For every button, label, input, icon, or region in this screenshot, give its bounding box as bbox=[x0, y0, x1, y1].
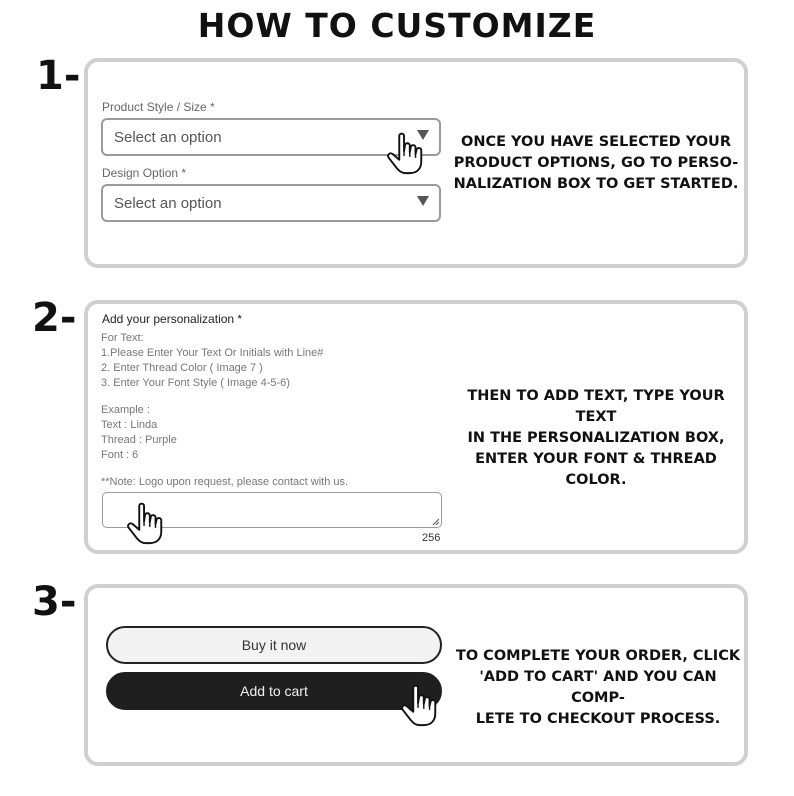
character-counter: 256 bbox=[422, 532, 441, 544]
step-1-panel bbox=[84, 58, 748, 268]
buy-it-now-button[interactable]: Buy it now bbox=[106, 626, 442, 664]
personalization-instruction: 1.Please Enter Your Text Or Initials with Line# bbox=[101, 347, 324, 359]
personalization-instruction: 2. Enter Thread Color ( Image 7 ) bbox=[101, 362, 263, 374]
step-3-panel bbox=[84, 584, 748, 766]
step-1-instruction bbox=[448, 132, 744, 195]
step-2-panel bbox=[84, 300, 748, 554]
personalization-heading: Add your personalization * bbox=[102, 312, 243, 326]
dropdown-arrow-icon bbox=[417, 196, 429, 206]
product-style-label: Product Style / Size * bbox=[102, 100, 215, 114]
instruction-line: TO COMPLETE YOUR ORDER, CLICK bbox=[455, 648, 741, 664]
personalization-note: **Note: Logo upon request, please contact with us. bbox=[101, 476, 349, 488]
design-option-select[interactable] bbox=[101, 184, 441, 222]
personalization-instruction: 3. Enter Your Font Style ( Image 4-5-6) bbox=[101, 377, 290, 389]
step-number-3: 3- bbox=[32, 579, 77, 625]
pointing-hand-icon bbox=[124, 502, 166, 546]
step-number-1: 1- bbox=[36, 53, 81, 99]
page-title: HOW TO CUSTOMIZE bbox=[197, 6, 597, 45]
instruction-line: NALIZATION BOX TO GET STARTED. bbox=[453, 176, 739, 192]
instruction-line: COLOR. bbox=[565, 472, 627, 488]
product-style-value: Select an option bbox=[114, 129, 222, 146]
personalization-instruction: For Text: bbox=[101, 332, 144, 344]
design-option-label: Design Option * bbox=[102, 166, 187, 180]
instruction-line: ONCE YOU HAVE SELECTED YOUR bbox=[461, 134, 731, 150]
design-option-value: Select an option bbox=[114, 195, 222, 212]
personalization-example: Thread : Purple bbox=[101, 434, 177, 446]
personalization-example: Text : Linda bbox=[101, 419, 158, 431]
pointing-hand-icon bbox=[398, 684, 440, 728]
instruction-line: ENTER YOUR FONT & THREAD bbox=[475, 451, 717, 467]
pointing-hand-icon bbox=[384, 132, 426, 176]
step-2-instruction bbox=[446, 386, 746, 491]
personalization-example: Example : bbox=[101, 404, 150, 416]
instruction-line: LETE TO CHECKOUT PROCESS. bbox=[475, 711, 721, 727]
personalization-example: Font : 6 bbox=[101, 449, 139, 461]
add-to-cart-button[interactable]: Add to cart bbox=[106, 672, 442, 710]
resize-handle-icon[interactable] bbox=[432, 518, 439, 525]
instruction-line: IN THE PERSONALIZATION BOX, bbox=[467, 430, 725, 446]
instruction-line: PRODUCT OPTIONS, GO TO PERSO- bbox=[453, 155, 739, 171]
step-number-2: 2- bbox=[32, 295, 77, 341]
step-3-instruction bbox=[450, 646, 746, 730]
instruction-line: THEN TO ADD TEXT, TYPE YOUR TEXT bbox=[467, 388, 725, 425]
instruction-line: 'ADD TO CART' AND YOU CAN COMP- bbox=[479, 669, 717, 706]
